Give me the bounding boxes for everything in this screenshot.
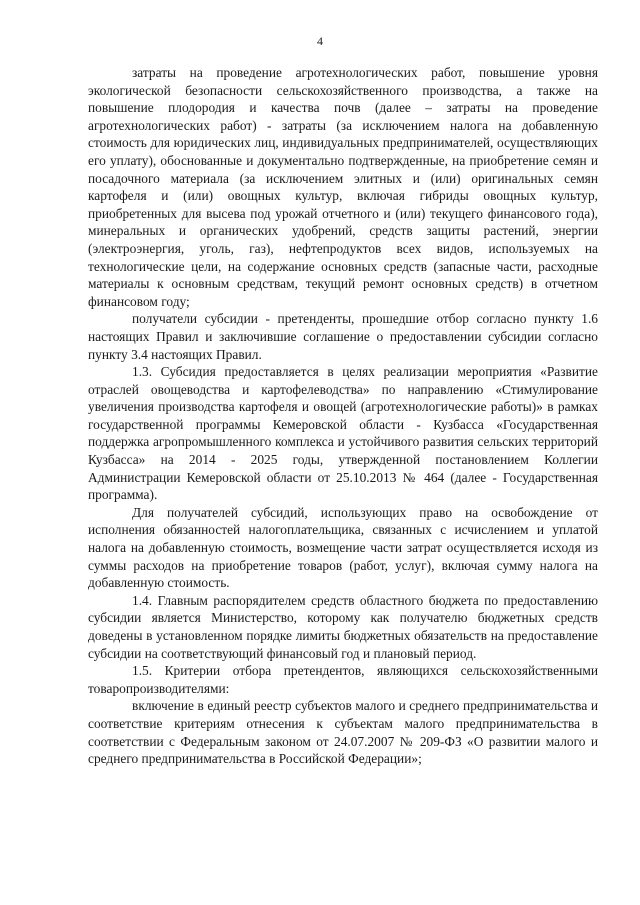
page-number: 4 [317,34,323,48]
paragraph-section-1-4: 1.4. Главным распорядителем средств областного бюджета по предоставлению субсидии является Министерство, которому как получателю бюджетных средств доведены в установленном порядке лимиты бюджетных обязательств на предоставление субсидии на соответствующий финансовый год и плановый период. [88,592,598,661]
paragraph-section-1-5: 1.5. Критерии отбора претендентов, являющихся сельскохозяйственными товаропроизводителями: [88,663,598,696]
document-body [88,64,598,768]
paragraph-vat-exemption: Для получателей субсидий, использующих право на освобождение от исполнения обязанностей налогоплательщика, связанных с исчислением и уплатой налога на добавленную стоимость, возмещение части затрат осуществляется исходя из суммы расходов на приобретение товаров (работ, услуг), включая сумму налога на добавленную стоимость. [88,504,598,591]
paragraph-section-1-3: 1.3. Субсидия предоставляется в целях реализации мероприятия «Развитие отраслей овощеводства и картофелеводства» по направлению «Стимулирование увеличения производства картофеля и овощей (агротехнологические работы)» в рамках государственной программы Кемеровской области - Кузбасса «Государственная поддержка агропромышленного комплекса и устойчивого развития сельских территорий Кузбасса» на 2014 - 2025 годы, утвержденной постановлением Коллегии Администрации Кемеровской области от 25.10.2013 № 464 (далее - Государственная программа). [88,364,598,503]
paragraph-agrotech-costs-definition: затраты на проведение агротехнологических работ, повышение уровня экологической безопасности сельскохозяйственного производства, а также на повышение плодородия и качества почв (далее – затраты на проведение агротехнологических работ) - затраты (за исключением налога на добавленную стоимость для юридических лиц, индивидуальных предпринимателей, осуществляющих его уплату), обоснованные и документально подтвержденные, на приобретение семян и посадочного материала (за исключением элитных и (или) оригинальных семян картофеля и (или) овощных культур, включая гибриды овощных культур, приобретенных для высева под урожай отчетного и (или) текущего финансового года), минеральных и органических удобрений, средств защиты растений, энергии (электроэнергия, уголь, газ), нефтепродуктов всех видов, используемых на технологические цели, на содержание основных средств (запасные части, расходные материалы к основным средствам, текущий ремонт основных средств) в отчетном финансовом году; [88,65,598,309]
paragraph-subsidy-recipients-definition: получатели субсидии - претенденты, прошедшие отбор согласно пункту 1.6 настоящих Правил и заключившие соглашение о предоставлении субсидии согласно пункту 3.4 настоящих Правил. [88,311,598,362]
paragraph-sme-registry-criterion: включение в единый реестр субъектов малого и среднего предпринимательства и соответствие критериям отнесения к субъектам малого предпринимательства в соответствии с Федеральным законом от 24.07.2007 № 209-ФЗ «О развитии малого и среднего предпринимательства в Российской Федерации»; [88,698,598,767]
